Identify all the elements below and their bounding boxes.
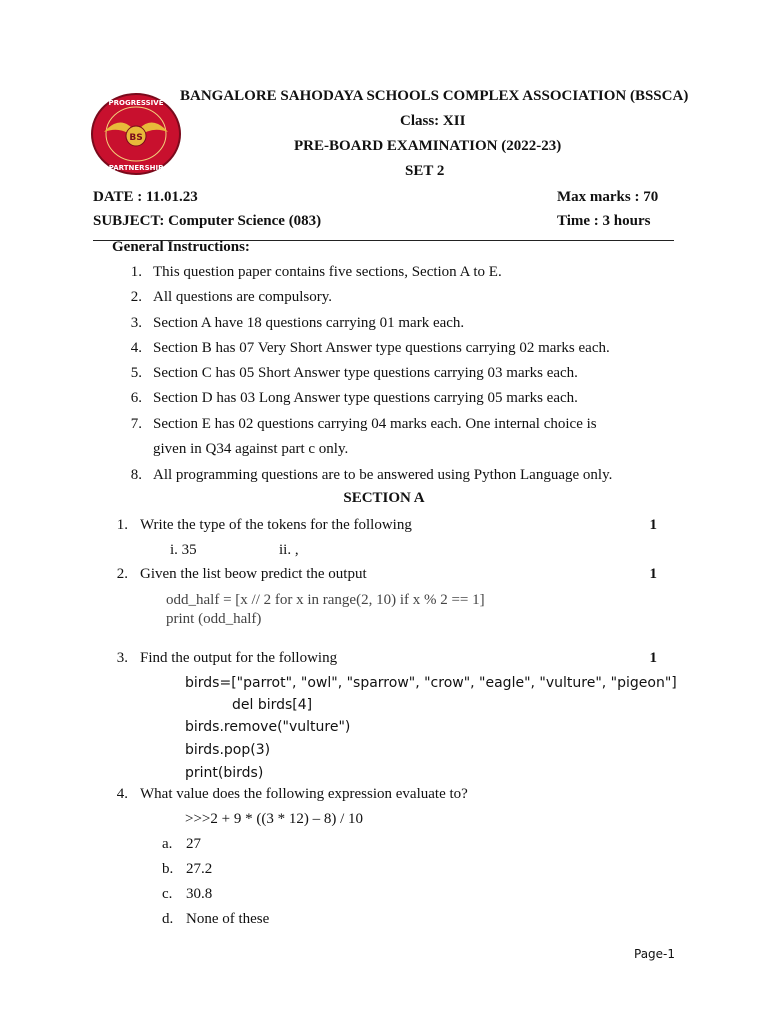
expression: >>>2 + 9 * ((3 * 12) – 8) / 10 [185, 811, 363, 827]
question-text: Write the type of the tokens for the following [140, 517, 412, 533]
instruction-text: Section D has 03 Long Answer type questions carrying 05 marks each. [153, 390, 578, 406]
option-label: d. [162, 911, 174, 927]
subject: SUBJECT: Computer Science (083) [93, 213, 322, 229]
instruction-num: 8. [130, 467, 142, 483]
code-line: print (odd_half) [166, 611, 262, 627]
question-num: 4. [116, 786, 128, 802]
page-number: Page-1 [634, 947, 676, 961]
instruction-num: 2. [130, 289, 142, 305]
instruction-num: 6. [130, 390, 142, 406]
code-line: print(birds) [185, 765, 264, 781]
instruction-text: Section E has 02 questions carrying 04 marks each. One internal choice is [153, 416, 597, 432]
instruction-num: 7. [130, 416, 142, 432]
option-text: 30.8 [186, 886, 213, 902]
instruction-text: All programming questions are to be answered using Python Language only. [153, 467, 613, 483]
instruction-num: 1. [130, 264, 142, 280]
question-num: 1. [116, 517, 128, 533]
instruction-text: Section C has 05 Short Answer type questions carrying 03 marks each. [153, 365, 578, 381]
question-text: What value does the following expression evaluate to? [140, 786, 468, 802]
school-logo [90, 92, 182, 176]
code-line: birds=["parrot", "owl", "sparrow", "crow", "eagle", "vulture", "pigeon"] [185, 675, 677, 691]
exam-time: Time : 3 hours [557, 213, 651, 229]
instruction-text: Section A have 18 questions carrying 01 mark each. [153, 315, 465, 331]
instruction-num: 5. [130, 365, 142, 381]
logo-top-text: PROGRESSIVE [108, 99, 164, 107]
option-label: a. [162, 836, 173, 852]
question-marks: 1 [649, 517, 657, 533]
token-item: ii. , [279, 542, 299, 558]
code-line: del birds[4] [232, 697, 313, 713]
max-marks: Max marks : 70 [557, 189, 659, 205]
option-label: b. [162, 861, 174, 877]
option-label: c. [162, 886, 173, 902]
option-text: None of these [186, 911, 270, 927]
code-line: odd_half = [x // 2 for x in range(2, 10) if x % 2 == 1] [166, 592, 485, 608]
question-text: Find the output for the following [140, 650, 338, 666]
code-line: birds.remove("vulture") [185, 719, 351, 735]
token-item: i. 35 [170, 542, 197, 558]
section-title: SECTION A [343, 490, 425, 506]
association-name: BANGALORE SAHODAYA SCHOOLS COMPLEX ASSOCIATION (BSSCA) [180, 88, 689, 104]
logo-center-text: BS [129, 133, 143, 143]
option-text: 27 [186, 836, 201, 852]
option-text: 27.2 [186, 861, 213, 877]
exam-title: PRE-BOARD EXAMINATION (2022-23) [294, 138, 562, 154]
instruction-text: All questions are compulsory. [153, 289, 332, 305]
instruction-text: This question paper contains five sections, Section A to E. [153, 264, 502, 280]
question-marks: 1 [649, 650, 657, 666]
instruction-num: 3. [130, 315, 142, 331]
code-line: birds.pop(3) [185, 742, 271, 758]
question-num: 3. [116, 650, 128, 666]
exam-date: DATE : 11.01.23 [93, 189, 198, 205]
set-label: SET 2 [405, 163, 445, 179]
instruction-text: Section B has 07 Very Short Answer type questions carrying 02 marks each. [153, 340, 610, 356]
instructions-title: General Instructions: [112, 239, 250, 255]
question-marks: 1 [649, 566, 657, 582]
logo-bottom-text: PARTNERSHIP [108, 164, 164, 172]
instruction-num: 4. [130, 340, 142, 356]
instruction-text-continued: given in Q34 against part c only. [153, 441, 349, 457]
question-text: Given the list beow predict the output [140, 566, 367, 582]
class-label: Class: XII [400, 113, 466, 129]
question-num: 2. [116, 566, 128, 582]
